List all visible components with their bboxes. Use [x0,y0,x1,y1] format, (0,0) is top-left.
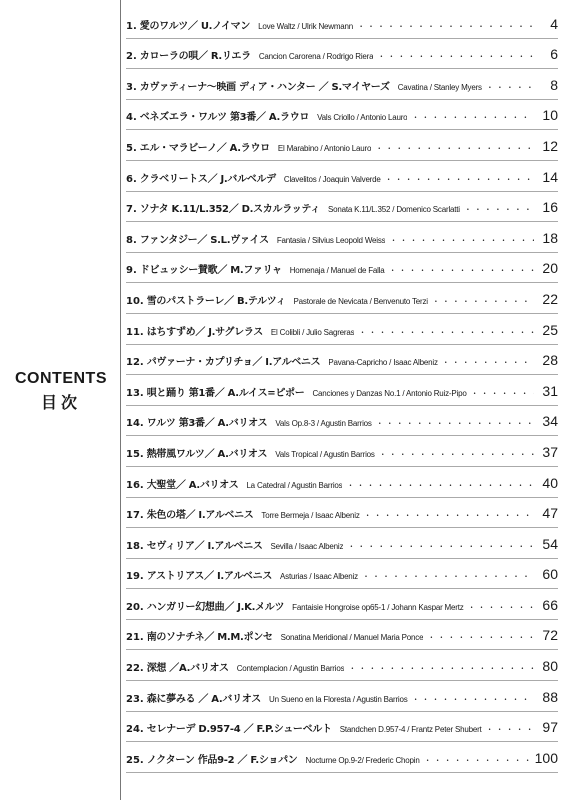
entry-page-number: 66 [542,596,558,613]
dot-leader [362,571,534,582]
entry-number: 22. [126,663,144,675]
entry-title-en: Pavana-Capricho / Isaac Albeniz [328,358,438,368]
entry-title-en: La Catedral / Agustin Barrios [246,480,343,490]
dot-leader [389,265,534,276]
entry-title-en: Canciones y Danzas No.1 / Antonio Ruiz-Pipo [312,388,467,398]
entry-title-en: Vals Criollo / Antonio Lauro [317,113,408,123]
entry-number: 11. [126,326,144,338]
dot-leader [424,755,534,766]
toc-entry [126,650,558,681]
entry-title-jp: はちすずめ／ J.サグレラス [146,326,263,338]
entry-number: 10. [126,295,144,307]
entry-number: 25. [126,754,144,766]
dot-leader [357,21,534,32]
entry-number: 14. [126,418,144,430]
entry-page-number: 22 [542,290,558,307]
entry-page-number: 16 [542,199,558,216]
entry-page-number: 100 [534,749,558,766]
toc-entry [126,712,558,743]
entry-title-jp: ノクターン 作品9-2 ／ F.ショパン [146,754,298,766]
entry-title-jp: ソナタ K.11/L.352／ D.スカルラッティ [139,204,320,216]
toc-entry [126,436,558,467]
entry-title-jp: 南のソナチネ／ M.M.ポンセ [146,632,273,644]
entry-number: 18. [126,540,144,552]
entry-page-number: 37 [542,443,558,460]
entry-number: 16. [126,479,144,491]
entry-title-jp: セヴィリア／ I.アルベニス [146,540,263,552]
contents-heading [6,370,116,413]
entry-title-jp: 唄と踊り 第1番／ A.ルイス=ピポー [146,387,305,399]
dot-leader [486,724,534,735]
entry-number: 2. [126,51,137,63]
entry-title-en: El Colibli / Julio Sagreras [270,327,355,337]
entry-title-jp: 愛のワルツ／ U.ノイマン [139,20,251,32]
toc-entry [126,375,558,406]
entry-title-en: Fantaisie Hongroise op65-1 / Johann Kaspar Mertz [292,602,464,612]
toc-entry [126,192,558,223]
entry-number: 8. [126,234,137,246]
entry-title-en: Torre Bermeja / Isaac Albeniz [261,511,360,521]
contents-title-en: CONTENTS [15,370,107,387]
toc-entry [126,253,558,284]
table-of-contents [126,8,558,773]
toc-entry [126,39,558,70]
entry-title-jp: アストリアス／ I.アルベニス [146,571,273,583]
entry-page-number: 31 [542,382,558,399]
entry-title-en: Sonata K.11/L.352 / Domenico Scarlatti [328,205,460,215]
entry-title-en: Cavatina / Stanley Myers [397,82,482,92]
entry-number: 20. [126,601,144,613]
entry-title-jp: ファンタジー／ S.L.ヴァイス [139,234,269,246]
dot-leader [376,418,534,429]
entry-page-number: 88 [542,688,558,705]
entry-page-number: 40 [542,474,558,491]
entry-page-number: 60 [542,566,558,583]
entry-page-number: 54 [542,535,558,552]
entry-page-number: 12 [542,137,558,154]
entry-page-number: 34 [542,413,558,430]
entry-page-number: 18 [542,229,558,246]
entry-number: 13. [126,387,144,399]
entry-title-en: Vals Op.8-3 / Agustin Barrios [275,419,372,429]
toc-entry [126,8,558,39]
entry-title-en: El Marabino / Antonio Lauro [277,143,372,153]
dot-leader [346,480,534,491]
entry-page-number: 28 [542,352,558,369]
toc-entry [126,589,558,620]
toc-entry [126,498,558,529]
entry-title-jp: ハンガリー幻想曲／ J.K.メルツ [146,601,285,613]
entry-number: 3. [126,81,137,93]
dot-leader [347,541,534,552]
dot-leader [348,663,534,674]
entry-number: 21. [126,632,144,644]
entry-title-en: Fantasia / Silvius Leopold Weiss [276,235,386,245]
dot-leader [468,602,534,613]
dot-leader [432,296,534,307]
dot-leader [377,51,534,62]
toc-entry [126,559,558,590]
entry-page-number: 20 [542,260,558,277]
toc-entry [126,467,558,498]
entry-number: 7. [126,204,137,216]
entry-title-en: Contemplacion / Agustin Barrios [236,664,345,674]
dot-leader [427,632,534,643]
entry-number: 6. [126,173,137,185]
entry-title-en: Cancion Carorena / Rodrigo Riera [258,52,374,62]
toc-entry [126,100,558,131]
dot-leader [375,143,534,154]
entry-page-number: 4 [550,15,558,32]
entry-title-en: Vals Tropical / Agustin Barrios [275,449,375,459]
dot-leader [486,82,534,93]
entry-title-jp: セレナーデ D.957-4 ／ F.P.シューベルト [146,724,332,736]
entry-title-en: Pastorale de Nevicata / Benvenuto Terzi [293,296,428,306]
toc-entry [126,69,558,100]
entry-title-jp: パヴァーナ・カプリチョ／ I.アルベニス [146,357,321,369]
toc-entry [126,222,558,253]
entry-page-number: 8 [550,76,558,93]
entry-page-number: 72 [542,627,558,644]
entry-page-number: 25 [542,321,558,338]
dot-leader [442,357,534,368]
entry-number: 24. [126,724,144,736]
entry-title-jp: 大聖堂／ A.バリオス [146,479,239,491]
entry-title-jp: ワルツ 第3番／ A.バリオス [146,418,268,430]
toc-entry [126,742,558,773]
toc-entry [126,345,558,376]
entry-number: 5. [126,142,137,154]
entry-page-number: 80 [542,658,558,675]
dot-leader [471,388,534,399]
contents-title-jp: 目次 [40,393,81,412]
entry-number: 12. [126,357,144,369]
entry-title-en: Homenaja / Manuel de Falla [289,266,385,276]
entry-title-en: Sonatina Meridional / Manuel Maria Ponce [280,633,424,643]
entry-number: 15. [126,448,144,460]
entry-title-en: Love Waltz / Ulrik Newmann [258,21,354,31]
entry-number: 9. [126,265,137,277]
toc-entry [126,130,558,161]
dot-leader [385,174,534,185]
entry-title-en: Clavelitos / Joaquin Valverde [283,174,381,184]
toc-entry [126,283,558,314]
dot-leader [412,694,534,705]
entry-title-jp: 森に夢みる ／ A.バリオス [146,693,262,705]
entry-title-en: Un Sueno en la Floresta / Agustin Barrios [269,694,408,704]
entry-number: 4. [126,112,137,124]
entry-page-number: 14 [542,168,558,185]
toc-entry [126,314,558,345]
dot-leader [389,235,534,246]
entry-title-jp: ベネズエラ・ワルツ 第3番／ A.ラウロ [139,112,310,124]
toc-entry [126,620,558,651]
entry-title-en: Asturias / Isaac Albeniz [280,572,358,582]
divider-line [120,0,121,800]
entry-number: 23. [126,693,144,705]
entry-number: 19. [126,571,144,583]
entry-title-jp: 熱帯風ワルツ／ A.バリオス [146,448,268,460]
entry-title-jp: 朱色の塔／ I.アルベニス [146,510,254,522]
toc-entry [126,161,558,192]
entry-page-number: 6 [550,46,558,63]
entry-number: 17. [126,510,144,522]
entry-page-number: 97 [542,719,558,736]
toc-entry [126,681,558,712]
entry-page-number: 10 [542,107,558,124]
dot-leader [379,449,534,460]
entry-title-en: Sevilla / Isaac Albeniz [270,541,344,551]
dot-leader [364,510,534,521]
entry-title-en: Standchen D.957-4 / Frantz Peter Shubert [339,725,482,735]
dot-leader [464,204,534,215]
entry-title-en: Nocturne Op.9-2/ Frederic Chopin [305,755,420,765]
entry-title-jp: 深想 ／A.バリオス [146,663,229,675]
entry-title-jp: カローラの唄／ R.リエラ [139,51,251,63]
dot-leader [358,327,534,338]
entry-page-number: 47 [542,505,558,522]
dot-leader [411,112,534,123]
entry-number: 1. [126,20,137,32]
entry-title-jp: エル・マラビーノ／ A.ラウロ [139,142,270,154]
entry-title-jp: カヴァティーナ～映画 ディア・ハンター ／ S.マイヤーズ [139,81,390,93]
toc-entry [126,406,558,437]
entry-title-jp: 雪のパストラーレ／ B.テルツィ [146,295,286,307]
entry-title-jp: クラベリートス／ J.バルベルデ [139,173,276,185]
entry-title-jp: ドビュッシー賛歌／ M.ファリャ [139,265,282,277]
toc-entry [126,528,558,559]
